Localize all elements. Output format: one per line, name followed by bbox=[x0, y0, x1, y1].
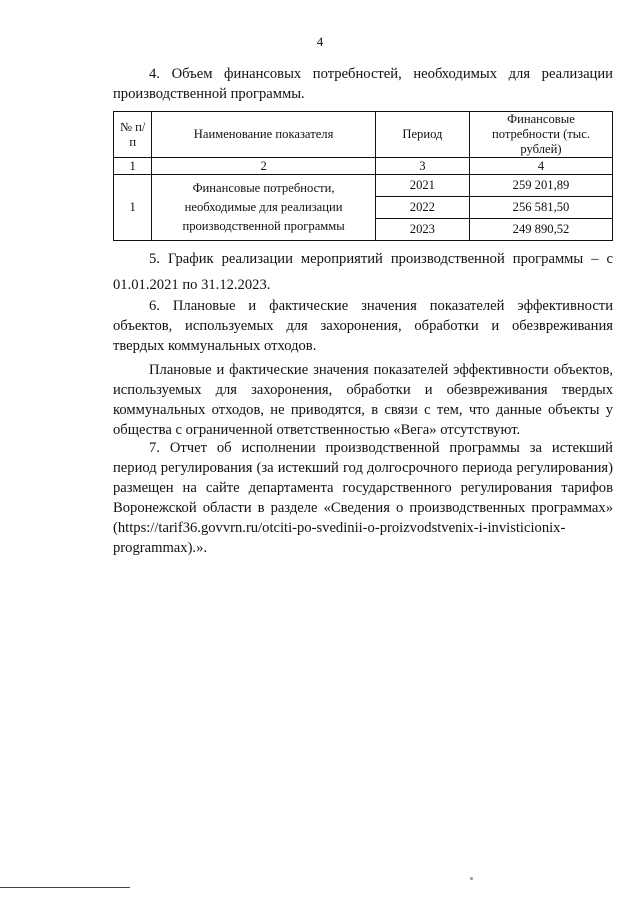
column-number: 2 bbox=[152, 158, 375, 175]
section-4-paragraph: 4. Объем финансовых потребностей, необходимых для реализации производственной программы. bbox=[113, 66, 613, 102]
table-header-row bbox=[114, 112, 613, 158]
financial-value: 249 890,52 bbox=[469, 219, 612, 241]
section-5-paragraph: 5. График реализации мероприятий производственной программы – с 01.01.2021 по 31.12.2023. bbox=[113, 251, 613, 293]
row-number: 1 bbox=[114, 175, 152, 241]
financial-value: 259 201,89 bbox=[469, 175, 612, 197]
section-6-paragraph: 6. Плановые и фактические значения показателей эффективности объектов, используемых для захоронения, обработки и обезвреживания твердых коммунальных отходов. bbox=[113, 298, 613, 354]
financial-needs-table bbox=[113, 111, 613, 241]
period-year: 2021 bbox=[375, 175, 469, 197]
footer-rule bbox=[0, 887, 130, 888]
column-number: 3 bbox=[375, 158, 469, 175]
table-row bbox=[114, 175, 613, 197]
financial-value: 256 581,50 bbox=[469, 197, 612, 219]
scan-dot bbox=[470, 877, 473, 880]
period-year: 2023 bbox=[375, 219, 469, 241]
page-number: 4 bbox=[316, 34, 324, 49]
column-number: 4 bbox=[469, 158, 612, 175]
table-column-number-row bbox=[114, 158, 613, 175]
column-number: 1 bbox=[114, 158, 152, 175]
indicator-name: Финансовые потребности, необходимые для реализации производственной программы bbox=[152, 175, 375, 241]
section-6-explanation-paragraph: Плановые и фактические значения показателей эффективности объектов, используемых для захоронения, обработки и обезвреживания твердых коммунальных отходов, не приводятся, в связи с тем, что данные объекты у общества с ограниченной ответственностью «Вега» отсутствуют. bbox=[113, 362, 613, 438]
header-indicator-name: Наименование показателя bbox=[152, 112, 375, 158]
header-financial-needs: Финансовые потребности (тыс. рублей) bbox=[469, 112, 612, 158]
section-7-paragraph: 7. Отчет об исполнении производственной программы за истекший период регулирования (за истекший год долгосрочного периода регулирования) размещен на сайте департамента государственного регулирования тарифов Воронежской области в разделе «Сведения о производственных программах» (https://tarif36.govvrn.ru/otciti-po-svedinii-o-proizvodstvenix-i-invisticionix-programmax).». bbox=[113, 440, 613, 556]
header-period: Период bbox=[375, 112, 469, 158]
header-number: № п/п bbox=[114, 112, 152, 158]
period-year: 2022 bbox=[375, 197, 469, 219]
